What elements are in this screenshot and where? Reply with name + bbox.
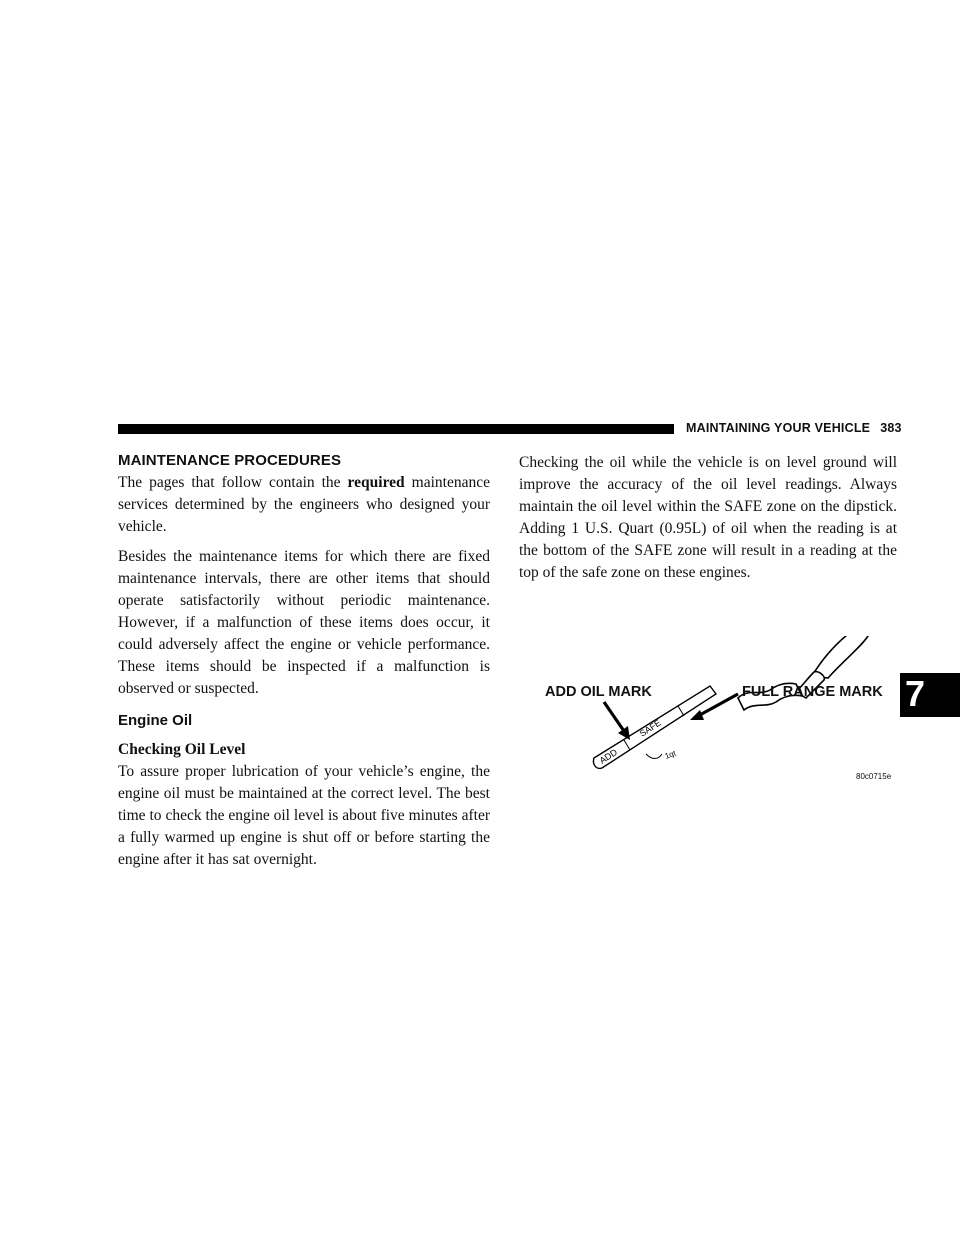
oil-level-paragraph: To assure proper lubrication of your vehicle’s engine, the engine oil must be maintained at the correct level. The best time to check the engine oil level is about five minutes after a fully warmed up engine is shut off or before starting the engine after it has sat overnight. bbox=[118, 763, 490, 868]
dipstick-qt-marking: 1qt bbox=[663, 748, 678, 761]
full-range-mark-label: FULL RANGE MARK bbox=[742, 684, 883, 700]
chapter-tab bbox=[900, 673, 960, 717]
dipstick-add-marking: ADD bbox=[597, 746, 620, 766]
level-ground-paragraph: Checking the oil while the vehicle is on level ground will improve the accuracy of the oil level readings. Always maintain the oil level within the SAFE zone on the dipstick. Adding 1 U.S. Quart (0.95L) of oil when the reading is at the bottom of the SAFE zone will result in a reading at the top of the safe zone on these engines. bbox=[519, 454, 897, 581]
intro-bold-word: required bbox=[347, 474, 405, 491]
section-heading: MAINTENANCE PROCEDURES bbox=[118, 452, 342, 469]
figure-id: 80c0715e bbox=[856, 772, 892, 781]
intro-paragraph bbox=[118, 472, 490, 538]
chapter-number: 7 bbox=[905, 673, 926, 714]
dipstick-safe-marking: SAFE bbox=[637, 717, 663, 739]
left-column bbox=[118, 452, 490, 871]
running-header bbox=[686, 421, 902, 435]
dipstick-figure bbox=[538, 636, 900, 786]
add-mark-arrow bbox=[604, 702, 630, 740]
header-rule bbox=[118, 424, 674, 434]
header-section-title: MAINTAINING YOUR VEHICLE bbox=[686, 421, 871, 435]
intervals-paragraph: Besides the maintenance items for which there are fixed maintenance intervals, there are other items that should operate satisfactorily without periodic maintenance. However, if a malfunction of these items does occur, it could adversely affect the engine or vehicle performance. These items should be inspected if a malfunction is observed or suspected. bbox=[118, 548, 490, 697]
page-number: 383 bbox=[880, 421, 902, 435]
checking-oil-heading: Checking Oil Level bbox=[118, 741, 246, 758]
engine-oil-heading: Engine Oil bbox=[118, 712, 193, 729]
right-column bbox=[519, 452, 897, 592]
dipstick-illustration bbox=[538, 636, 900, 786]
intro-text-end: maintenance services determined by the engineers who designed your vehicle. bbox=[118, 474, 490, 535]
intro-text-start: The pages that follow contain the bbox=[118, 474, 341, 491]
add-oil-mark-label: ADD OIL MARK bbox=[545, 684, 652, 700]
